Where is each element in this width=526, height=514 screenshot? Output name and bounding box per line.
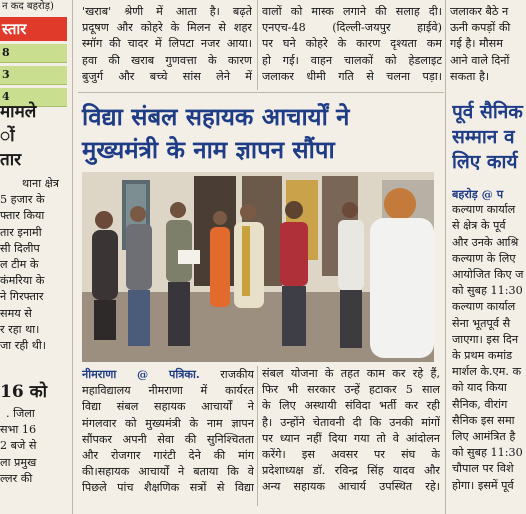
column-rule — [257, 0, 258, 90]
text-line: ला प्रमुख — [0, 455, 37, 469]
text-line: हवा की खराब गुणवत्ता के कारण — [82, 53, 252, 67]
text-line: सकता है। — [450, 69, 490, 83]
text-line: पर ध्यान नहीं दिया गया तो वे आंदोलन — [262, 431, 440, 445]
text-line: आने वाले दिनों — [450, 53, 510, 67]
right-headline — [452, 100, 526, 175]
text-line: लिए आमंत्रित है — [452, 430, 516, 444]
text-line: सभा 16 — [0, 423, 37, 437]
right-article-body — [452, 186, 526, 494]
text-line: को याद किया — [452, 381, 507, 395]
headline-line: पूर्व सैनिक — [452, 101, 523, 123]
headline-line: 16 को — [0, 382, 48, 402]
text-line: स्मॉग की चादर में लिपटा नजर आया। — [82, 37, 252, 51]
column-rule — [72, 0, 73, 514]
main-story-col-a — [82, 366, 254, 497]
text-fragment: राजकीय — [220, 368, 254, 381]
text-line: प्रदूषण और कोहरे के मिलन से शहर — [82, 21, 252, 35]
text-line: कल्याण के लिए — [452, 251, 516, 265]
headline-line: लिए कार्य — [452, 151, 518, 173]
text-line: करेंगे। इस अवसर पर संघ के — [262, 448, 440, 462]
main-story-col-b — [262, 366, 440, 496]
text-line: को सुबह 11:30 — [452, 446, 523, 460]
headline-line: मामले — [0, 102, 37, 122]
text-line: मंगलवार को मुख्यमंत्री के नाम ज्ञापन — [82, 416, 254, 430]
text-line: . जिला — [6, 407, 35, 420]
left-article-body — [0, 176, 64, 354]
text-line: गई है। मौसम — [450, 37, 503, 51]
column-rule — [445, 0, 446, 514]
text-line: सी दिलीप — [0, 241, 40, 255]
headline-line: तार — [0, 150, 22, 170]
text-line: कल्याण कार्याल — [452, 300, 516, 314]
text-line: ने गिरफ्तार — [0, 290, 44, 304]
text-line: विद्या संबल सहायक आचार्यों ने — [82, 400, 254, 414]
text-line: ल्लर की — [0, 471, 33, 485]
text-line: कंमरिया के — [0, 274, 45, 288]
text-line: और उनके आश्रि — [452, 235, 519, 249]
text-line: जलाकर बैठे न — [450, 5, 509, 18]
text-line: और रोजगार गारंटी देने की मांग — [82, 449, 254, 463]
text-line: बुजुर्ग और बच्चे सांस लेने में — [82, 69, 252, 83]
left-red-section-bar: स्तार — [0, 17, 67, 41]
text-line: प्रदेशाध्यक्ष डॉ. रविन्द्र सिंह यादव और — [262, 464, 440, 478]
text-line: है। उन्होंने चेतावनी दी कि उनकी मांगों — [262, 415, 440, 429]
text-line: एनएच-48 (दिल्ली-जयपुर हाईवे) — [262, 21, 442, 35]
text-line: जा रही थी। — [0, 339, 47, 353]
text-line: कल्याण कार्याल — [452, 203, 516, 217]
headline-line: मुख्यमंत्री के नाम ज्ञापन सौंपा — [82, 135, 335, 164]
text-line: फ्तार किया — [0, 209, 45, 223]
text-line: 2 बजे से — [0, 439, 37, 453]
text-line: की।सहायक आचार्यों ने बताया कि वे — [82, 465, 254, 479]
text-line: वालों को मास्क लगाने की सलाह दी। — [262, 5, 442, 18]
left-stat-row: 3 — [0, 66, 67, 85]
text-line: समय से — [0, 306, 32, 320]
text-line: चौपाल पर विशे — [452, 462, 514, 476]
text-line: 5 हजार के — [0, 193, 45, 207]
text-line: सेना भूतपूर्व सै — [452, 316, 511, 330]
text-line: हो गई। वाहन चालकों को हेडलाइट — [262, 53, 442, 67]
text-line: के लिए अस्थायी संविदा भर्ती कर रही — [262, 399, 440, 413]
column-rule — [257, 366, 258, 506]
headline-line: ों — [0, 126, 15, 146]
text-line: जलाकर धीमी गति से चलना पड़ा। — [262, 69, 442, 83]
top-article-col-c — [450, 4, 526, 85]
text-line: ल टीम के — [0, 258, 39, 272]
text-line: होगा। इसमें पूर्व — [452, 478, 514, 492]
left-column-top — [0, 0, 67, 107]
text-line: से क्षेत्र के पूर्व — [452, 219, 506, 233]
text-line — [82, 366, 254, 383]
text-line: सैनिक इस समा — [452, 413, 515, 427]
left-headline-2 — [0, 380, 67, 404]
section-rule — [78, 92, 444, 93]
text-line: आयोजित किए ज — [452, 268, 524, 282]
text-line: अन्य सहायक आचार्य उपस्थित रहे। — [262, 480, 440, 494]
left-article-body-2 — [0, 406, 64, 487]
text-line: र रहा था। — [0, 322, 40, 336]
text-line: संबल योजना के तहत काम कर रहे हैं, — [262, 367, 440, 380]
text-line: 'खराब' श्रेणी में आता है। बढ़ते — [82, 5, 252, 18]
top-article-col-a — [82, 4, 252, 85]
left-kicker: न कद बहरोड़) — [2, 1, 54, 12]
text-line: फिर भी सरकार उन्हें हटाकर 5 साल — [262, 383, 440, 397]
headline-line: विद्या संबल सहायक आचार्यों ने — [82, 102, 350, 131]
news-photo — [82, 172, 434, 362]
main-headline — [82, 100, 438, 166]
text-line: को सुबह 11:30 — [452, 284, 523, 298]
text-line: तार इनामी — [0, 225, 42, 239]
text-line: ऊनी कपड़ों की — [450, 21, 511, 35]
left-stat-row: 4 — [0, 88, 67, 107]
text-line: पिछले पांच शैक्षणिक सत्रों से विद्या — [82, 481, 254, 495]
text-line: मार्शल के.एम. क — [452, 365, 522, 379]
dateline: नीमराणा @ पत्रिका. — [82, 367, 200, 381]
text-line: जाएगा। इस दिन — [452, 332, 519, 346]
right-dateline: बहरोड़ @ प — [452, 187, 504, 201]
text-line: पर घने कोहरे के कारण दृश्यता कम — [262, 37, 442, 51]
group-photo-illustration — [82, 172, 434, 362]
left-stat-row: 8 — [0, 44, 67, 63]
headline-line: सम्मान व — [452, 126, 515, 148]
text-line: सौंपकर अपनी सेवा की सुनिश्चितता — [82, 432, 254, 446]
text-line: महाविद्यालय नीमराणा में कार्यरत — [82, 384, 254, 398]
top-article-col-b — [262, 4, 442, 85]
text-line: सैनिक, वीरांग — [452, 397, 508, 411]
left-headline — [0, 100, 67, 172]
text-line: थाना क्षेत्र — [22, 177, 59, 190]
text-line: के प्रथम कमांड — [452, 349, 513, 363]
